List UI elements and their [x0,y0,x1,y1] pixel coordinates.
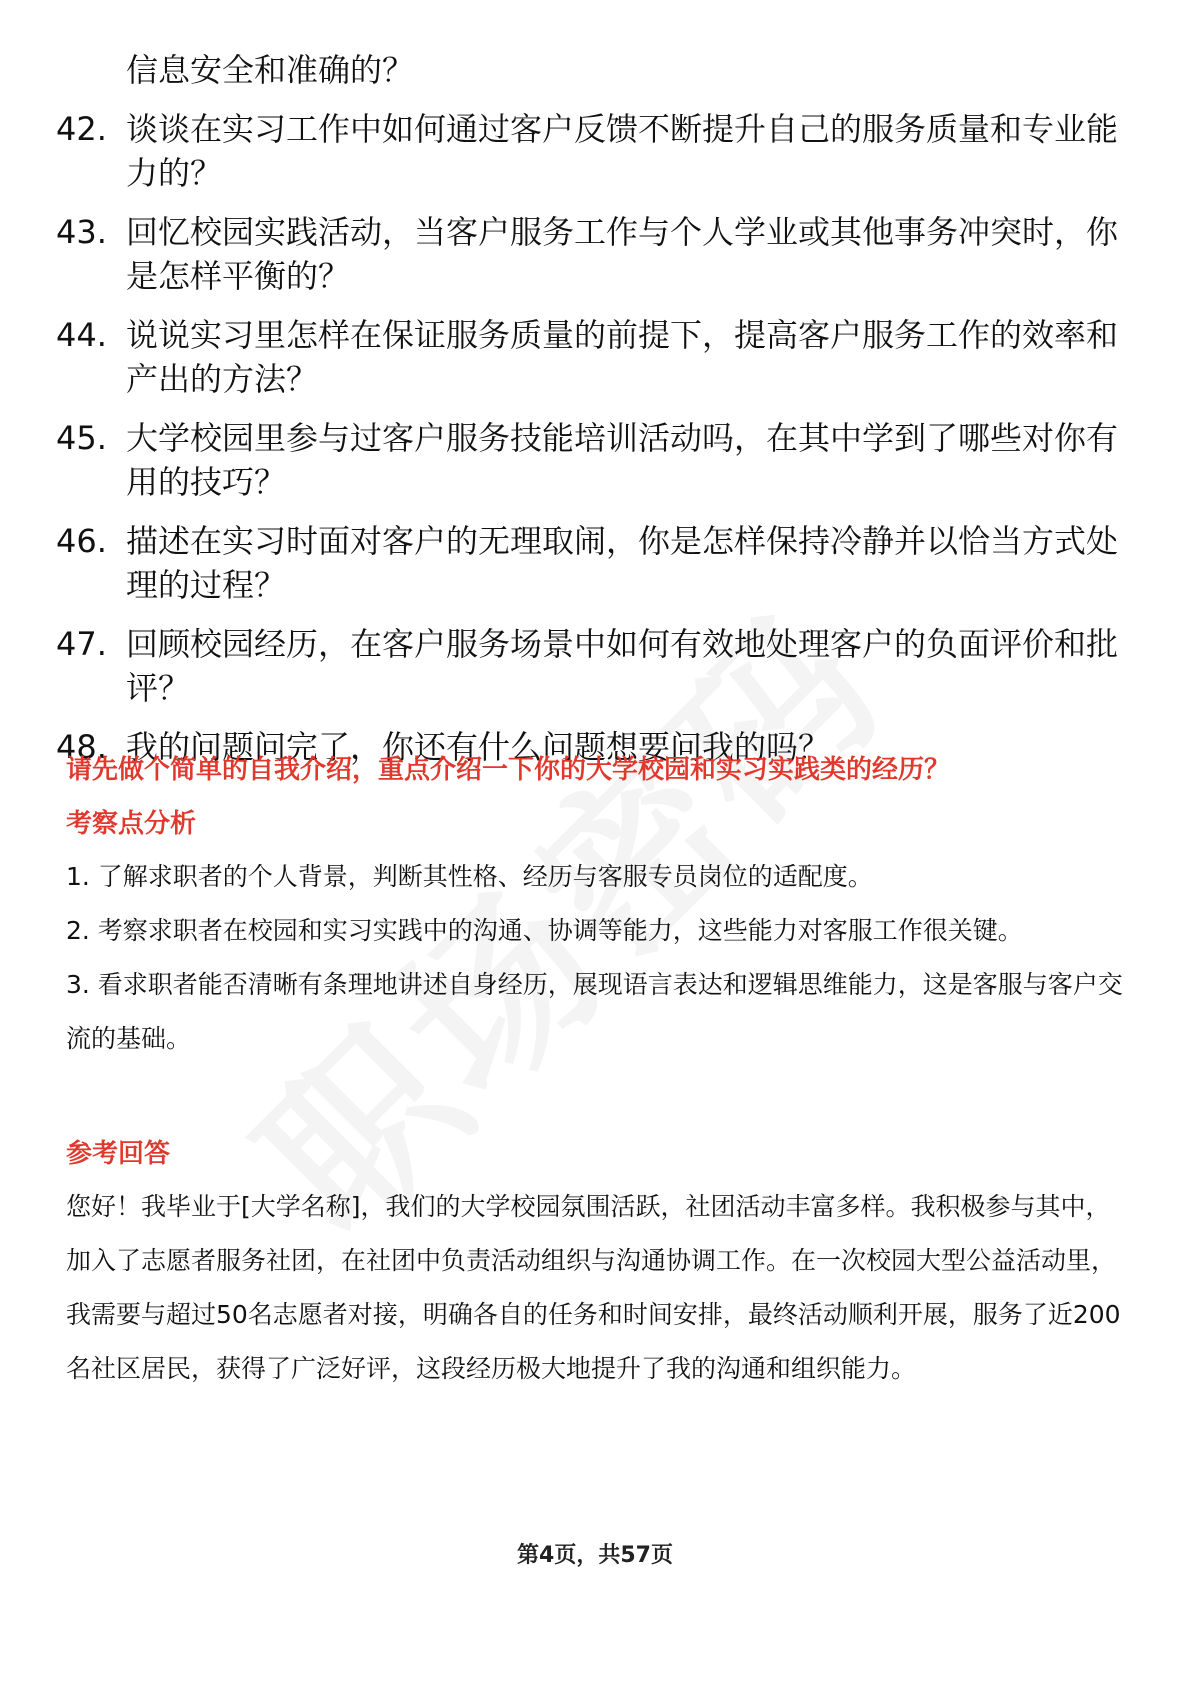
question-item [56,313,1126,401]
question-list [56,48,1126,784]
question-number: 42. [56,110,107,148]
question-number: 47. [56,625,107,663]
analysis-point: 1. 了解求职者的个人背景，判断其性格、经历与客服专员岗位的适配度。 [66,862,873,891]
question-number: 44. [56,316,107,354]
answer-section [66,1136,1126,1396]
interview-question-section [66,752,1126,788]
question-text: 谈谈在实习工作中如何通过客户反馈不断提升自己的服务质量和专业能力的？ [126,110,1119,192]
question-item [56,519,1126,607]
question-text: 大学校园里参与过客户服务技能培训活动吗，在其中学到了哪些对你有用的技巧？ [126,419,1119,501]
question-text: 信息安全和准确的？ [126,51,415,89]
question-number: 43. [56,213,107,251]
question-number: 46. [56,522,107,560]
question-number: 48. [56,728,107,766]
question-text: 说说实习里怎样在保证服务质量的前提下，提高客户服务工作的效率和产出的方法？ [126,316,1119,398]
question-item [56,210,1126,298]
analysis-section [66,806,1126,1066]
question-text: 描述在实习时面对客户的无理取闹，你是怎样保持冷静并以恰当方式处理的过程？ [126,522,1119,604]
question-text: 回忆校园实践活动，当客户服务工作与个人学业或其他事务冲突时，你是怎样平衡的？ [126,213,1119,295]
page-footer: 第4页，共57页 [517,1543,673,1568]
question-item [56,622,1126,710]
interview-question-heading: 请先做个简单的自我介绍，重点介绍一下你的大学校园和实习实践类的经历？ [66,755,951,785]
answer-title: 参考回答 [66,1139,171,1169]
question-text: 回顾校园经历，在客户服务场景中如何有效地处理客户的负面评价和批评？ [126,625,1119,707]
answer-text: 您好！我毕业于[大学名称]，我们的大学校园氛围活跃，社团活动丰富多样。我积极参与其中，加入了志愿者服务社团，在社团中负责活动组织与沟通协调工作。在一次校园大型公益活动里，我需要与超过50名志愿者对接，明确各自的任务和时间安排，最终活动顺利开展，服务了近200名社区居民，获得了广泛好评，这段经历极大地提升了我的沟通和组织能力。 [66,1192,1121,1383]
analysis-point: 3. 看求职者能否清晰有条理地讲述自身经历，展现语言表达和逻辑思维能力，这是客服与客户交流的基础。 [66,970,1123,1053]
question-number: 45. [56,419,107,457]
question-continuation [56,48,1126,92]
question-text: 我的问题问完了，你还有什么问题想要问我的吗？ [126,728,831,766]
analysis-point: 2. 考察求职者在校园和实习实践中的沟通、协调等能力，这些能力对客服工作很关键。 [66,916,1023,945]
question-item [56,107,1126,195]
analysis-title: 考察点分析 [66,809,197,839]
question-item [56,416,1126,504]
